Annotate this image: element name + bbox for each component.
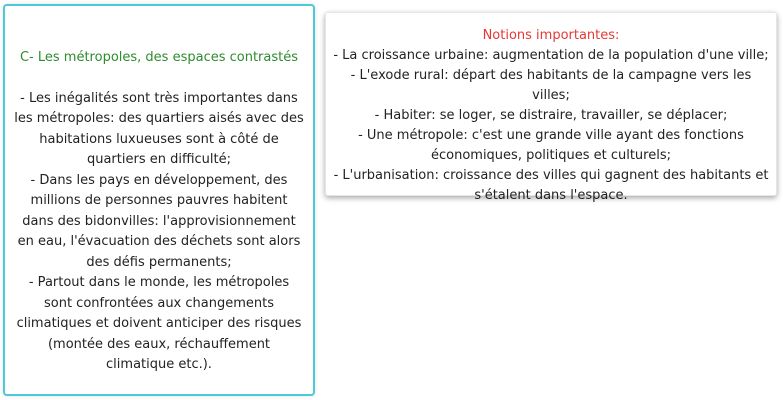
left-card-paragraph: - Partout dans le monde, les métropoles sont confrontées aux changements climatiques et doivent anticiper des risques (montée des eaux, réchauffement climatique etc.). [16, 275, 302, 372]
notion-item: - L'urbanisation: croissance des villes qui gagnent des habitants et s'étalent dans l'espace. [333, 168, 769, 203]
notion-item: - L'exode rural: départ des habitants de la campagne vers les villes; [350, 68, 752, 103]
notions-card-title: Notions importantes: [482, 28, 620, 43]
left-text-card[interactable] [3, 4, 315, 396]
notion-item: - Une métropole: c'est une grande ville ayant des fonctions économiques, politiques et culturels; [358, 128, 744, 163]
notion-item: - Habiter: se loger, se distraire, travailler, se déplacer; [374, 108, 728, 123]
notions-card [325, 12, 777, 203]
left-card-paragraph: - Dans les pays en développement, des millions de personnes pauvres habitent dans des bidonvilles: l'approvisionnement en eau, l'évacuation des déchets sont alors des défis permanents; [17, 172, 301, 270]
left-card-paragraph: - Les inégalités sont très importantes dans les métropoles: des quartiers aisés avec des habitations luxueuses sont à côté de quartiers en difficulté; [14, 90, 304, 167]
notion-item: - La croissance urbaine: augmentation de la population d'une ville; [333, 48, 769, 63]
left-card-title: C- Les métropoles, des espaces contrastés [19, 50, 299, 65]
